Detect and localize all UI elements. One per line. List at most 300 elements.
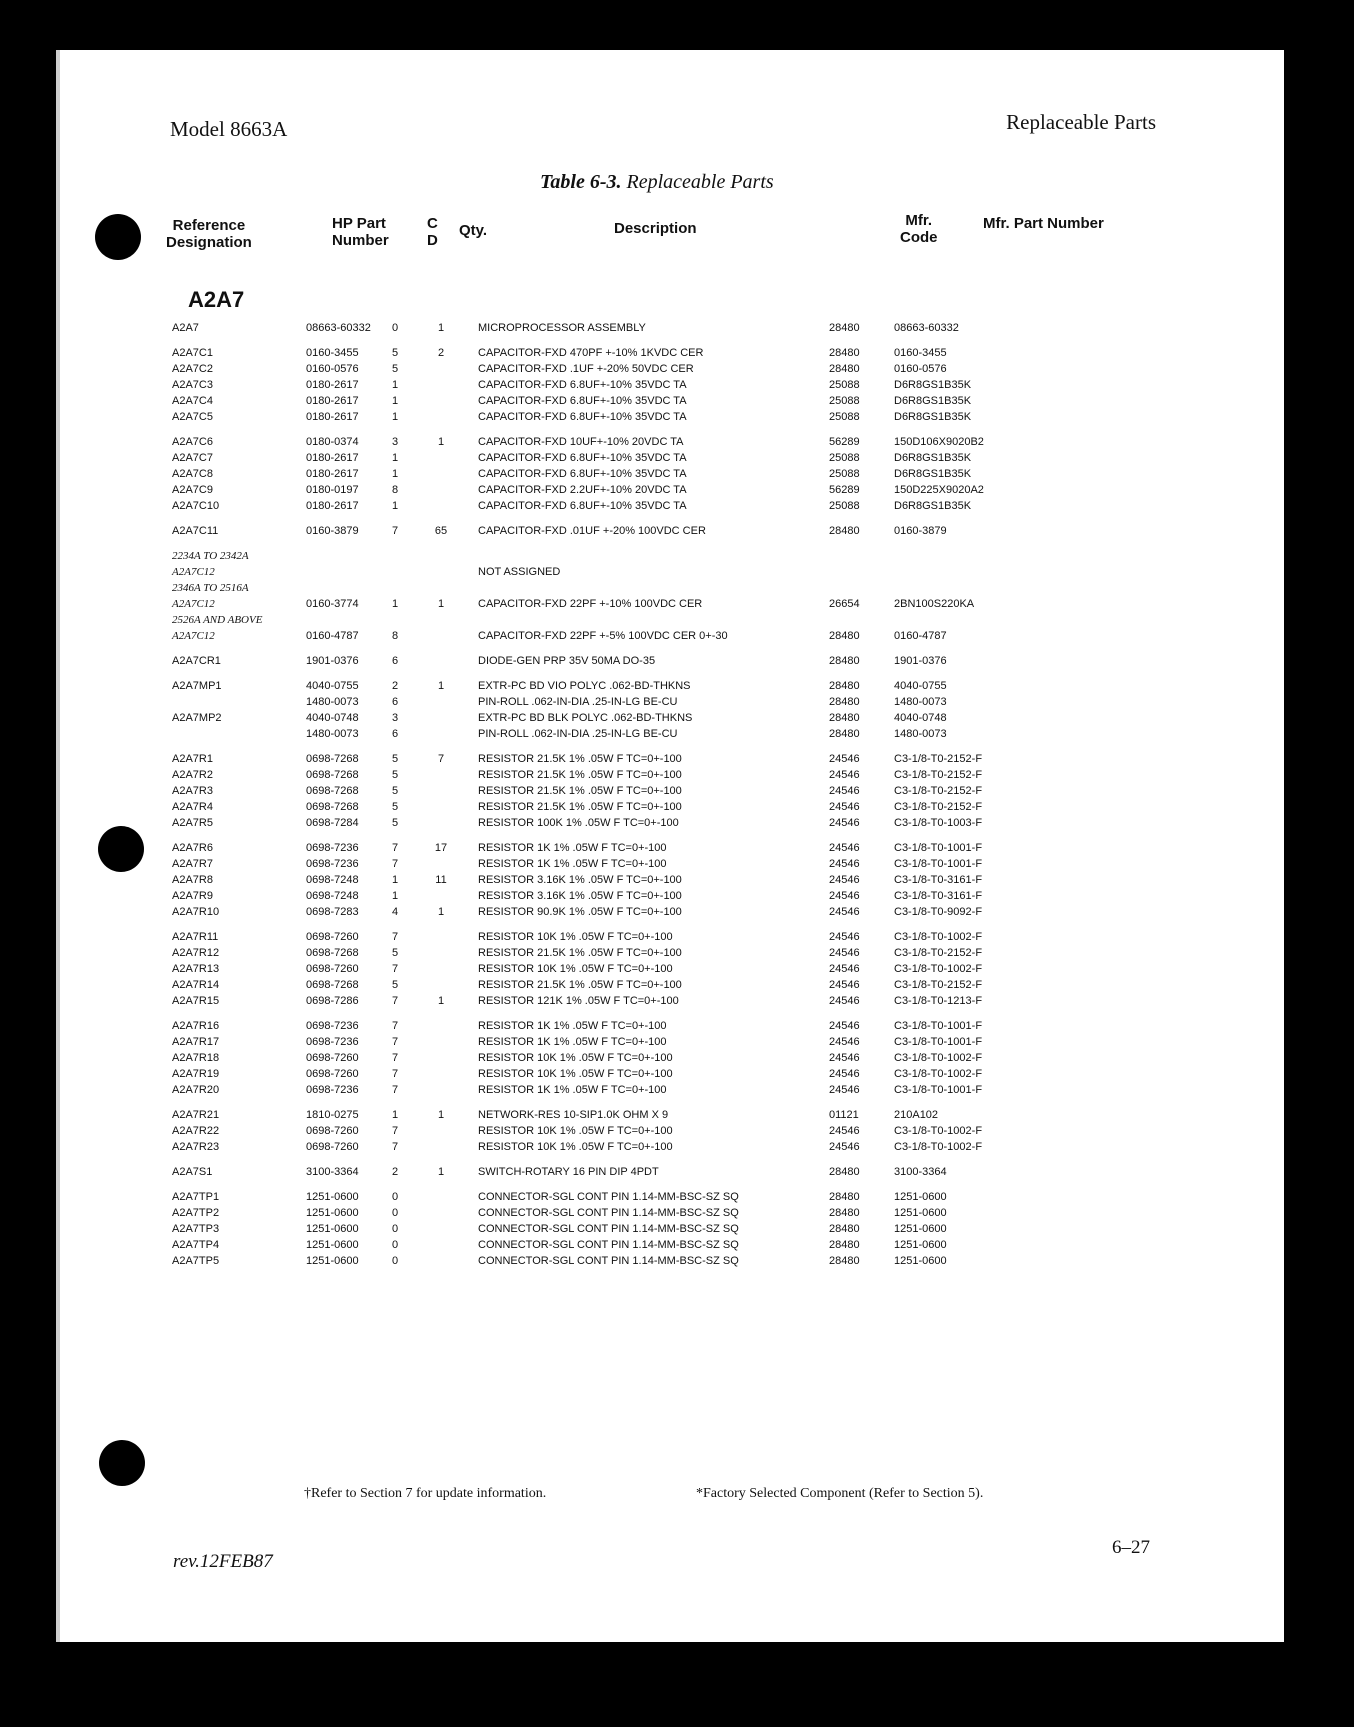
table-row — [56, 751, 1284, 767]
check-digit: 7 — [392, 1084, 399, 1096]
table-row — [56, 872, 1284, 888]
page-number: 6–27 — [1112, 1537, 1150, 1558]
hp-part-number: 0698-7268 — [306, 801, 359, 813]
col-header-description: Description — [614, 220, 697, 237]
table-row — [56, 1237, 1284, 1253]
col-header-hp-part — [332, 215, 389, 249]
mfr-part-number: C3-1/8-T0-1002-F — [894, 1125, 983, 1137]
table-row — [56, 726, 1284, 742]
description: SWITCH-ROTARY 16 PIN DIP 4PDT — [478, 1166, 659, 1178]
table-row — [56, 799, 1284, 815]
hp-part-number: 0180-0374 — [306, 436, 359, 448]
table-row — [56, 840, 1284, 856]
description: CAPACITOR-FXD 2.2UF+-10% 20VDC TA — [478, 484, 687, 496]
hp-part-number: 0698-7248 — [306, 874, 359, 886]
quantity: 1 — [437, 1166, 445, 1178]
mfr-code: 28480 — [829, 728, 860, 740]
description: RESISTOR 1K 1% .05W F TC=0+-100 — [478, 842, 667, 854]
description: DIODE-GEN PRP 35V 50MA DO-35 — [478, 655, 656, 667]
hp-part-number: 0160-3455 — [306, 347, 359, 359]
mfr-code: 25088 — [829, 411, 860, 423]
group-spacer — [56, 742, 1284, 751]
hp-part-number: 1810-0275 — [306, 1109, 359, 1121]
mfr-code: 24546 — [829, 801, 860, 813]
mfr-code: 25088 — [829, 468, 860, 480]
hp-part-number: 0698-7268 — [306, 769, 359, 781]
mfr-code: 28480 — [829, 712, 860, 724]
reference-designation: A2A7R2 — [172, 769, 213, 781]
check-digit: 1 — [392, 598, 399, 610]
table-row — [56, 653, 1284, 669]
mfr-part-number: C3-1/8-T0-1001-F — [894, 1084, 983, 1096]
description: CAPACITOR-FXD 6.8UF+-10% 35VDC TA — [478, 500, 687, 512]
mfr-code: 24546 — [829, 753, 860, 765]
quantity: 7 — [437, 753, 445, 765]
mfr-part-number: C3-1/8-T0-1001-F — [894, 858, 983, 870]
table-row — [56, 596, 1284, 612]
col-header-reference-line2: Designation — [166, 234, 252, 251]
description: EXTR-PC BD VIO POLYC .062-BD-THKNS — [478, 680, 691, 692]
mfr-part-number: 210A102 — [894, 1109, 939, 1121]
description: CAPACITOR-FXD 6.8UF+-10% 35VDC TA — [478, 452, 687, 464]
check-digit: 1 — [392, 452, 399, 464]
quantity: 11 — [435, 874, 447, 886]
check-digit: 7 — [392, 1141, 399, 1153]
reference-designation: A2A7R15 — [172, 995, 220, 1007]
table-row — [56, 523, 1284, 539]
hp-part-number: 0698-7248 — [306, 890, 359, 902]
reference-designation: A2A7R23 — [172, 1141, 220, 1153]
check-digit: 7 — [392, 1125, 399, 1137]
mfr-part-number: C3-1/8-T0-9092-F — [894, 906, 983, 918]
mfr-part-number: 2BN100S220KA — [894, 598, 975, 610]
table-row — [56, 945, 1284, 961]
hp-part-number: 0698-7283 — [306, 906, 359, 918]
mfr-part-number: 0160-4787 — [894, 630, 947, 642]
description: RESISTOR 21.5K 1% .05W F TC=0+-100 — [478, 753, 682, 765]
reference-designation: A2A7R11 — [172, 931, 219, 943]
col-header-qty: Qty. — [459, 222, 488, 239]
col-header-cd — [427, 215, 438, 249]
description: CAPACITOR-FXD .1UF +-20% 50VDC CER — [478, 363, 694, 375]
hp-part-number: 0698-7284 — [306, 817, 359, 829]
mfr-code: 24546 — [829, 874, 860, 886]
hp-part-number: 1251-0600 — [306, 1239, 359, 1251]
mfr-code: 56289 — [829, 436, 860, 448]
check-digit: 5 — [392, 785, 399, 797]
reference-designation: A2A7C4 — [172, 395, 213, 407]
table-row — [56, 1050, 1284, 1066]
mfr-part-number: 08663-60332 — [894, 322, 959, 334]
mfr-part-number: 1251-0600 — [894, 1239, 947, 1251]
check-digit: 3 — [392, 436, 399, 448]
reference-designation: A2A7R7 — [172, 858, 213, 870]
reference-designation: A2A7TP4 — [172, 1239, 220, 1251]
mfr-code: 24546 — [829, 947, 860, 959]
check-digit: 2 — [392, 680, 399, 692]
mfr-part-number: 4040-0755 — [894, 680, 947, 692]
reference-designation: A2A7C12 — [172, 630, 215, 642]
table-row — [56, 888, 1284, 904]
mfr-code: 24546 — [829, 1052, 860, 1064]
hp-part-number: 0698-7260 — [306, 1125, 359, 1137]
mfr-code: 28480 — [829, 1255, 860, 1267]
description: RESISTOR 10K 1% .05W F TC=0+-100 — [478, 1125, 673, 1137]
mfr-part-number: 3100-3364 — [894, 1166, 947, 1178]
table-row — [56, 377, 1284, 393]
reference-designation: A2A7R3 — [172, 785, 213, 797]
reference-designation: A2A7R1 — [172, 753, 213, 765]
hp-part-number: 0698-7286 — [306, 995, 359, 1007]
check-digit: 6 — [392, 696, 399, 708]
reference-designation: A2A7R16 — [172, 1020, 220, 1032]
description: CONNECTOR-SGL CONT PIN 1.14-MM-BSC-SZ SQ — [478, 1223, 739, 1235]
quantity: 2 — [437, 347, 445, 359]
mfr-part-number: C3-1/8-T0-1001-F — [894, 1036, 983, 1048]
check-digit: 5 — [392, 979, 399, 991]
mfr-code: 24546 — [829, 842, 860, 854]
col-header-hp-part-line2: Number — [332, 232, 389, 249]
group-spacer — [56, 669, 1284, 678]
mfr-code: 24546 — [829, 858, 860, 870]
mfr-part-number: 1901-0376 — [894, 655, 947, 667]
table-row — [56, 815, 1284, 831]
reference-designation: A2A7R8 — [172, 874, 213, 886]
hp-part-number: 1901-0376 — [306, 655, 359, 667]
table-row — [56, 320, 1284, 336]
hp-part-number: 0180-2617 — [306, 468, 359, 480]
mfr-code: 28480 — [829, 1239, 860, 1251]
document-page — [56, 50, 1284, 1642]
check-digit: 1 — [392, 890, 399, 902]
mfr-code: 24546 — [829, 931, 860, 943]
group-spacer — [56, 336, 1284, 345]
reference-designation: A2A7C10 — [172, 500, 220, 512]
mfr-part-number: C3-1/8-T0-1003-F — [894, 817, 983, 829]
check-digit: 1 — [392, 395, 399, 407]
reference-designation: A2A7C5 — [172, 411, 213, 423]
mfr-part-number: 1480-0073 — [894, 728, 947, 740]
hp-part-number: 0160-3774 — [306, 598, 359, 610]
table-row — [56, 482, 1284, 498]
description: RESISTOR 1K 1% .05W F TC=0+-100 — [478, 1084, 667, 1096]
hp-part-number: 4040-0755 — [306, 680, 359, 692]
check-digit: 7 — [392, 1036, 399, 1048]
hp-part-number: 0698-7260 — [306, 1052, 359, 1064]
table-row — [56, 450, 1284, 466]
group-spacer — [56, 831, 1284, 840]
reference-designation: A2A7C11 — [172, 525, 219, 537]
quantity: 1 — [437, 906, 445, 918]
mfr-part-number: C3-1/8-T0-2152-F — [894, 785, 983, 797]
reference-designation: A2A7R4 — [172, 801, 213, 813]
hp-part-number: 0698-7236 — [306, 1084, 359, 1096]
col-header-cd-line2: D — [427, 232, 438, 249]
mfr-part-number: 0160-0576 — [894, 363, 947, 375]
hp-part-number: 0698-7260 — [306, 1141, 359, 1153]
description: RESISTOR 21.5K 1% .05W F TC=0+-100 — [478, 947, 682, 959]
check-digit: 7 — [392, 963, 399, 975]
mfr-part-number: 1251-0600 — [894, 1191, 947, 1203]
hp-part-number: 0698-7236 — [306, 842, 359, 854]
check-digit: 0 — [392, 1191, 399, 1203]
hp-part-number: 0698-7236 — [306, 1036, 359, 1048]
table-row — [56, 1164, 1284, 1180]
description: RESISTOR 21.5K 1% .05W F TC=0+-100 — [478, 979, 682, 991]
hp-part-number: 0180-2617 — [306, 395, 359, 407]
col-header-mfr-code — [900, 212, 938, 246]
reference-designation: A2A7C12 — [172, 566, 215, 578]
table-row — [56, 929, 1284, 945]
mfr-code: 28480 — [829, 347, 860, 359]
check-digit: 0 — [392, 1207, 399, 1219]
check-digit: 7 — [392, 931, 399, 943]
description: CONNECTOR-SGL CONT PIN 1.14-MM-BSC-SZ SQ — [478, 1255, 739, 1267]
mfr-code: 26654 — [829, 598, 860, 610]
hp-part-number: 0698-7268 — [306, 785, 359, 797]
description: CAPACITOR-FXD 22PF +-10% 100VDC CER — [478, 598, 703, 610]
hp-part-number: 0698-7236 — [306, 1020, 359, 1032]
table-row — [56, 1253, 1284, 1269]
mfr-code: 01121 — [829, 1109, 859, 1121]
mfr-code: 25088 — [829, 379, 860, 391]
mfr-part-number: 1480-0073 — [894, 696, 947, 708]
mfr-code: 24546 — [829, 979, 860, 991]
mfr-code: 28480 — [829, 1207, 860, 1219]
section-label: A2A7 — [188, 287, 245, 312]
table-row — [56, 1123, 1284, 1139]
mfr-code: 28480 — [829, 1166, 860, 1178]
description: RESISTOR 1K 1% .05W F TC=0+-100 — [478, 1020, 667, 1032]
description: RESISTOR 90.9K 1% .05W F TC=0+-100 — [478, 906, 682, 918]
reference-designation: A2A7TP3 — [172, 1223, 220, 1235]
description: RESISTOR 21.5K 1% .05W F TC=0+-100 — [478, 801, 682, 813]
mfr-code: 28480 — [829, 322, 860, 334]
hp-part-number: 0698-7268 — [306, 753, 359, 765]
mfr-part-number: D6R8GS1B35K — [894, 395, 972, 407]
reference-designation: A2A7CR1 — [172, 655, 221, 667]
table-title — [540, 171, 774, 194]
description: CAPACITOR-FXD 6.8UF+-10% 35VDC TA — [478, 395, 687, 407]
check-digit: 1 — [392, 1109, 399, 1121]
group-spacer — [56, 920, 1284, 929]
revision-date: rev.12FEB87 — [173, 1551, 273, 1572]
description: EXTR-PC BD BLK POLYC .062-BD-THKNS — [478, 712, 693, 724]
mfr-code: 24546 — [829, 1020, 860, 1032]
serial-range-text: 2346A TO 2516A — [172, 582, 249, 594]
reference-designation: A2A7MP1 — [172, 680, 222, 692]
mfr-part-number: C3-1/8-T0-1002-F — [894, 963, 983, 975]
check-digit: 3 — [392, 712, 399, 724]
mfr-code: 28480 — [829, 1191, 860, 1203]
check-digit: 7 — [392, 995, 399, 1007]
hp-part-number: 0698-7260 — [306, 963, 359, 975]
hp-part-number: 0180-2617 — [306, 500, 359, 512]
section-header: Replaceable Parts — [1006, 110, 1156, 134]
mfr-part-number: C3-1/8-T0-2152-F — [894, 947, 983, 959]
col-header-reference — [166, 217, 252, 251]
description: RESISTOR 3.16K 1% .05W F TC=0+-100 — [478, 874, 682, 886]
check-digit: 7 — [392, 1052, 399, 1064]
hp-part-number: 08663-60332 — [306, 322, 371, 334]
table-row — [56, 564, 1284, 580]
description: RESISTOR 10K 1% .05W F TC=0+-100 — [478, 1068, 673, 1080]
reference-designation: A2A7R10 — [172, 906, 220, 918]
reference-designation: A2A7R22 — [172, 1125, 220, 1137]
col-header-reference-line1: Reference — [172, 217, 246, 234]
mfr-code: 24546 — [829, 890, 860, 902]
mfr-part-number: D6R8GS1B35K — [894, 500, 972, 512]
reference-designation: A2A7C6 — [172, 436, 213, 448]
table-row — [56, 783, 1284, 799]
hp-part-number: 0180-0197 — [306, 484, 359, 496]
mfr-code: 24546 — [829, 995, 860, 1007]
description: CAPACITOR-FXD 22PF +-5% 100VDC CER 0+-30 — [478, 630, 728, 642]
reference-designation: A2A7R17 — [172, 1036, 220, 1048]
description: RESISTOR 10K 1% .05W F TC=0+-100 — [478, 1052, 673, 1064]
footnote-factory-selected: *Factory Selected Component (Refer to Section 5). — [696, 1486, 984, 1501]
mfr-code: 28480 — [829, 1223, 860, 1235]
mfr-part-number: 4040-0748 — [894, 712, 947, 724]
table-row — [56, 1189, 1284, 1205]
mfr-part-number: 1251-0600 — [894, 1207, 947, 1219]
mfr-code: 28480 — [829, 655, 860, 667]
mfr-part-number: C3-1/8-T0-1002-F — [894, 931, 983, 943]
mfr-part-number: 150D106X9020B2 — [894, 436, 984, 448]
hp-part-number: 0160-0576 — [306, 363, 359, 375]
check-digit: 5 — [392, 769, 399, 781]
description: CONNECTOR-SGL CONT PIN 1.14-MM-BSC-SZ SQ — [478, 1207, 739, 1219]
table-row — [56, 1082, 1284, 1098]
mfr-part-number: D6R8GS1B35K — [894, 411, 972, 423]
mfr-part-number: C3-1/8-T0-2152-F — [894, 801, 983, 813]
table-row — [56, 345, 1284, 361]
check-digit: 7 — [392, 842, 399, 854]
quantity: 65 — [434, 525, 448, 537]
description: RESISTOR 100K 1% .05W F TC=0+-100 — [478, 817, 679, 829]
hp-part-number: 0160-3879 — [306, 525, 359, 537]
mfr-code: 28480 — [829, 630, 860, 642]
check-digit: 1 — [392, 411, 399, 423]
mfr-part-number: C3-1/8-T0-1002-F — [894, 1141, 983, 1153]
mfr-code: 25088 — [829, 395, 860, 407]
reference-designation: A2A7S1 — [172, 1166, 213, 1178]
mfr-part-number: C3-1/8-T0-2152-F — [894, 753, 983, 765]
mfr-code: 28480 — [829, 363, 860, 375]
description: MICROPROCESSOR ASSEMBLY — [478, 322, 646, 334]
table-row — [56, 856, 1284, 872]
description: PIN-ROLL .062-IN-DIA .25-IN-LG BE-CU — [478, 728, 678, 740]
mfr-code: 24546 — [829, 785, 860, 797]
hp-part-number: 0698-7268 — [306, 947, 359, 959]
table-row — [56, 1205, 1284, 1221]
table-row — [56, 1066, 1284, 1082]
table-row — [56, 1107, 1284, 1123]
group-spacer — [56, 514, 1284, 523]
reference-designation: A2A7MP2 — [172, 712, 222, 724]
description: RESISTOR 10K 1% .05W F TC=0+-100 — [478, 963, 673, 975]
reference-designation: A2A7R6 — [172, 842, 213, 854]
hp-part-number: 0698-7260 — [306, 931, 359, 943]
check-digit: 5 — [392, 347, 399, 359]
group-spacer — [56, 1098, 1284, 1107]
table-row — [56, 409, 1284, 425]
mfr-part-number: C3-1/8-T0-3161-F — [894, 890, 983, 902]
col-header-mfr-part: Mfr. Part Number — [983, 215, 1104, 232]
serial-range-note — [56, 612, 1284, 628]
mfr-part-number: 0160-3455 — [894, 347, 947, 359]
check-digit: 1 — [392, 468, 399, 480]
quantity: 17 — [434, 842, 448, 854]
check-digit: 5 — [392, 947, 399, 959]
mfr-code: 24546 — [829, 769, 860, 781]
mfr-code: 24546 — [829, 1084, 860, 1096]
hp-part-number: 1480-0073 — [306, 696, 359, 708]
mfr-code: 25088 — [829, 452, 860, 464]
table-row — [56, 628, 1284, 644]
hp-part-number: 3100-3364 — [306, 1166, 359, 1178]
description: CAPACITOR-FXD 6.8UF+-10% 35VDC TA — [478, 468, 687, 480]
description: CAPACITOR-FXD 6.8UF+-10% 35VDC TA — [478, 379, 687, 391]
mfr-part-number: D6R8GS1B35K — [894, 468, 972, 480]
description: RESISTOR 21.5K 1% .05W F TC=0+-100 — [478, 785, 682, 797]
check-digit: 4 — [392, 906, 399, 918]
table-row — [56, 1018, 1284, 1034]
reference-designation: A2A7R12 — [172, 947, 220, 959]
group-spacer — [56, 539, 1284, 548]
serial-range-text: 2234A TO 2342A — [172, 550, 249, 562]
col-header-hp-part-line1: HP Part — [332, 215, 386, 232]
check-digit: 6 — [392, 728, 399, 740]
reference-designation: A2A7R5 — [172, 817, 213, 829]
quantity: 1 — [437, 322, 445, 334]
reference-designation: A2A7C3 — [172, 379, 213, 391]
table-row — [56, 361, 1284, 377]
reference-designation: A2A7TP2 — [172, 1207, 220, 1219]
mfr-part-number: D6R8GS1B35K — [894, 452, 972, 464]
model-header: Model 8663A — [170, 117, 288, 141]
mfr-code: 24546 — [829, 906, 860, 918]
description: RESISTOR 21.5K 1% .05W F TC=0+-100 — [478, 769, 682, 781]
hp-part-number: 4040-0748 — [306, 712, 359, 724]
table-row — [56, 1139, 1284, 1155]
reference-designation: A2A7R21 — [172, 1109, 220, 1121]
mfr-part-number: C3-1/8-T0-1001-F — [894, 842, 983, 854]
quantity: 1 — [437, 995, 445, 1007]
hp-part-number: 0160-4787 — [306, 630, 359, 642]
reference-designation: A2A7R14 — [172, 979, 220, 991]
group-spacer — [56, 1009, 1284, 1018]
quantity: 1 — [437, 1109, 445, 1121]
mfr-code: 56289 — [829, 484, 860, 496]
check-digit: 7 — [392, 858, 399, 870]
description: CONNECTOR-SGL CONT PIN 1.14-MM-BSC-SZ SQ — [478, 1239, 739, 1251]
check-digit: 1 — [392, 874, 399, 886]
description: PIN-ROLL .062-IN-DIA .25-IN-LG BE-CU — [478, 696, 678, 708]
description: RESISTOR 1K 1% .05W F TC=0+-100 — [478, 858, 667, 870]
table-row — [56, 1034, 1284, 1050]
punch-hole-bottom — [99, 1440, 145, 1486]
reference-designation: A2A7TP5 — [172, 1255, 220, 1267]
check-digit: 5 — [392, 753, 399, 765]
reference-designation: A2A7TP1 — [172, 1191, 220, 1203]
check-digit: 1 — [392, 500, 399, 512]
reference-designation: A2A7C7 — [172, 452, 213, 464]
mfr-part-number: C3-1/8-T0-2152-F — [894, 769, 983, 781]
hp-part-number: 1251-0600 — [306, 1191, 359, 1203]
check-digit: 0 — [392, 1239, 399, 1251]
reference-designation: A2A7R13 — [172, 963, 220, 975]
